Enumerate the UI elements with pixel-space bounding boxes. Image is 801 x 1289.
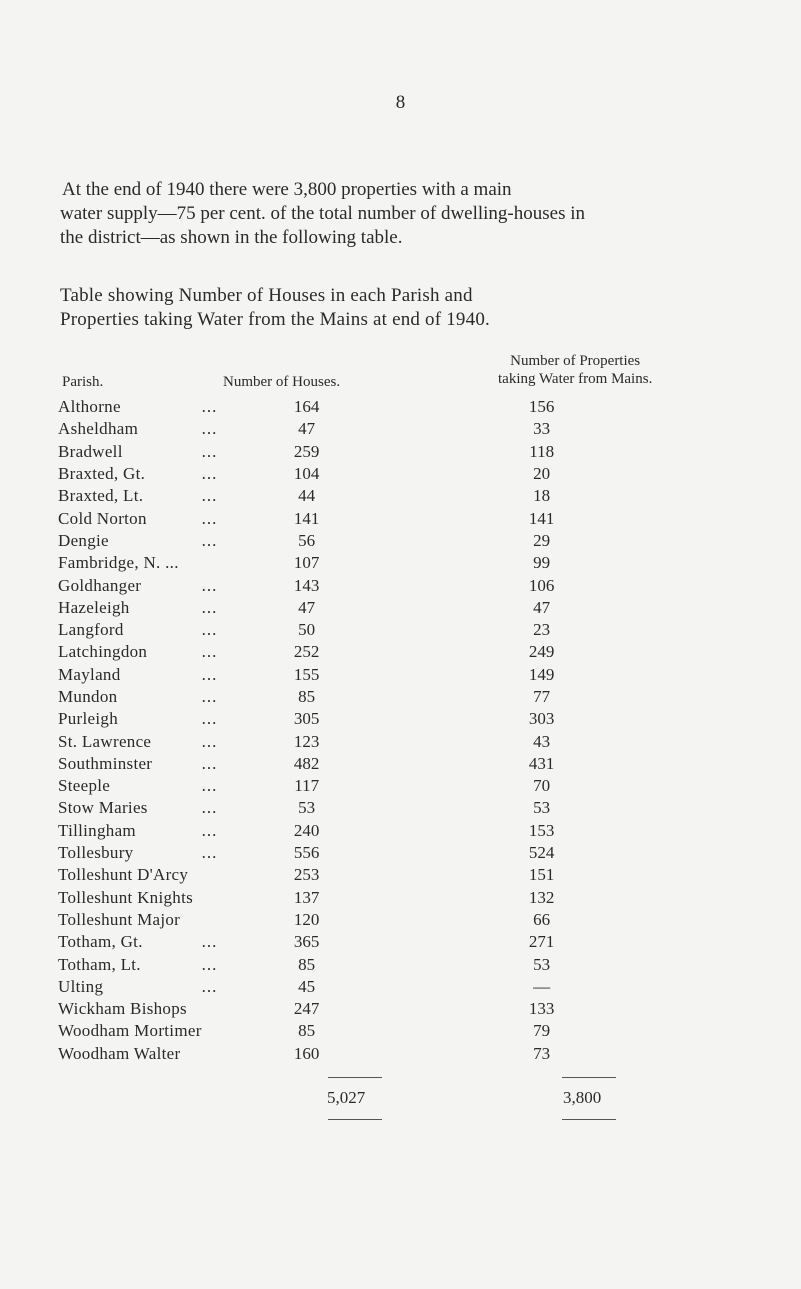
leader-dots: ... xyxy=(201,575,218,595)
spacer xyxy=(352,463,482,485)
houses-cell: 44 xyxy=(298,486,316,506)
houses-cell: 47 xyxy=(298,597,316,617)
spacer xyxy=(352,842,482,864)
houses-cell: 85 xyxy=(298,687,316,706)
houses-cell: 305 xyxy=(293,709,320,729)
leader-dots xyxy=(202,998,262,1020)
spacer xyxy=(352,708,482,730)
parish-cell: Mundon xyxy=(58,687,118,706)
properties-cell: 132 xyxy=(528,887,555,907)
leader-dots: ... xyxy=(201,508,218,528)
houses-cell: 107 xyxy=(293,553,320,573)
properties-cell: 29 xyxy=(533,530,551,550)
houses-cell: 56 xyxy=(298,530,316,550)
spacer xyxy=(352,887,482,909)
properties-cell: 106 xyxy=(528,575,555,595)
houses-cell: 117 xyxy=(294,776,320,796)
houses-cell: 240 xyxy=(293,820,320,840)
properties-cell: 118 xyxy=(529,441,555,461)
spacer xyxy=(352,998,482,1020)
table-row xyxy=(58,976,602,998)
spacer xyxy=(352,953,482,975)
houses-cell: 137 xyxy=(293,887,320,907)
total-rule-top xyxy=(328,1077,382,1078)
leader-dots: ... xyxy=(201,932,218,952)
column-header-parish: Parish. xyxy=(62,374,104,390)
intro-line: At the end of 1940 there were 3,800 properties with a main xyxy=(62,179,512,200)
table-row xyxy=(58,775,602,797)
properties-cell: 79 xyxy=(533,1021,551,1041)
parish-cell: Dengie xyxy=(58,530,109,550)
leader-dots: ... xyxy=(201,620,218,640)
total-rule-bottom xyxy=(328,1119,382,1120)
houses-cell: 365 xyxy=(293,932,320,952)
spacer xyxy=(352,441,482,463)
houses-cell: 155 xyxy=(293,664,320,684)
table-row xyxy=(58,418,602,440)
spacer xyxy=(352,530,482,552)
parish-table xyxy=(58,396,602,1065)
houses-cell: 143 xyxy=(293,575,320,595)
table-row xyxy=(58,998,602,1020)
properties-cell: 303 xyxy=(528,709,555,729)
leader-dots xyxy=(202,1020,262,1042)
table-row xyxy=(58,864,602,886)
houses-cell: 47 xyxy=(298,419,316,439)
properties-cell: 43 xyxy=(533,731,551,751)
spacer xyxy=(352,864,482,886)
table-title-line: Properties taking Water from the Mains at end of 1940. xyxy=(60,309,490,330)
table-row xyxy=(58,597,602,619)
table-title-line: Table showing Number of Houses in each Parish and xyxy=(60,285,473,306)
leader-dots: ... xyxy=(201,820,218,840)
table-row xyxy=(58,797,602,819)
houses-cell: 120 xyxy=(293,909,320,929)
spacer xyxy=(352,597,482,619)
leader-dots: ... xyxy=(201,419,218,439)
spacer xyxy=(352,730,482,752)
properties-cell: 18 xyxy=(533,486,551,506)
properties-cell: 66 xyxy=(533,909,551,929)
table-row xyxy=(58,887,602,909)
houses-cell: 482 xyxy=(293,753,320,773)
properties-cell: 53 xyxy=(533,798,551,818)
leader-dots: ... xyxy=(201,954,218,974)
properties-cell: 47 xyxy=(533,597,551,617)
total-rule-bottom xyxy=(562,1119,616,1120)
leader-dots: ... xyxy=(201,642,218,662)
spacer xyxy=(352,641,482,663)
spacer xyxy=(352,664,482,686)
parish-cell: Goldhanger xyxy=(58,575,142,595)
spacer xyxy=(352,552,482,574)
houses-cell: 85 xyxy=(298,1021,316,1041)
houses-cell: 85 xyxy=(298,954,316,974)
spacer xyxy=(352,574,482,596)
total-properties: 3,800 xyxy=(563,1088,602,1107)
table-row xyxy=(58,396,602,418)
leader-dots xyxy=(202,552,262,574)
properties-cell: 431 xyxy=(528,753,555,773)
column-header-properties-line: taking Water from Mains. xyxy=(498,371,653,387)
parish-cell: Purleigh xyxy=(58,709,119,729)
intro-line: water supply—75 per cent. of the total number of dwelling-houses in xyxy=(60,203,586,224)
table-row xyxy=(58,686,602,708)
houses-cell: 123 xyxy=(293,731,320,751)
leader-dots xyxy=(202,909,262,931)
properties-cell: 99 xyxy=(533,553,551,573)
properties-cell: 20 xyxy=(533,464,551,484)
leader-dots: ... xyxy=(201,687,218,706)
houses-cell: 253 xyxy=(293,865,320,885)
spacer xyxy=(352,507,482,529)
properties-cell: 73 xyxy=(533,1043,551,1063)
intro-line: the district—as shown in the following table. xyxy=(60,227,403,248)
properties-cell: 141 xyxy=(528,508,555,528)
parish-cell: Wickham Bishops xyxy=(58,999,187,1019)
table-row xyxy=(58,820,602,842)
leader-dots: ... xyxy=(201,441,218,461)
spacer xyxy=(352,1043,482,1065)
column-header-properties xyxy=(498,352,652,388)
table-row xyxy=(58,708,602,730)
spacer xyxy=(352,775,482,797)
parish-cell: Fambridge, N. ... xyxy=(58,553,179,573)
table-title xyxy=(60,284,780,332)
leader-dots: ... xyxy=(201,798,218,818)
table-row xyxy=(58,909,602,931)
leader-dots xyxy=(202,1043,262,1065)
leader-dots: ... xyxy=(201,530,218,550)
column-header-properties-line: Number of Properties xyxy=(510,353,641,369)
parish-cell: Totham, Lt. xyxy=(58,954,141,974)
leader-dots: ... xyxy=(201,976,218,996)
leader-dots: ... xyxy=(201,709,218,729)
table-row xyxy=(58,953,602,975)
spacer xyxy=(352,396,482,418)
houses-cell: 53 xyxy=(298,798,316,818)
parish-cell: Hazeleigh xyxy=(58,597,130,617)
parish-cell: Braxted, Gt. xyxy=(58,464,146,484)
parish-cell: Southminster xyxy=(58,753,153,773)
parish-cell: Langford xyxy=(58,620,124,640)
parish-cell: Stow Maries xyxy=(58,798,148,818)
parish-cell: Tolleshunt Major xyxy=(58,909,181,929)
houses-cell: 252 xyxy=(293,642,320,662)
total-rule-top xyxy=(562,1077,616,1078)
houses-cell: 160 xyxy=(293,1043,320,1063)
parish-cell: Woodham Walter xyxy=(58,1043,181,1063)
spacer xyxy=(352,418,482,440)
table-row xyxy=(58,619,602,641)
properties-cell: 70 xyxy=(533,776,551,796)
leader-dots xyxy=(202,887,262,909)
parish-cell: Bradwell xyxy=(58,441,123,461)
table-row xyxy=(58,842,602,864)
parish-cell: Ulting xyxy=(58,976,104,996)
properties-cell: 33 xyxy=(533,419,551,439)
parish-cell: Tolleshunt Knights xyxy=(58,887,194,907)
parish-cell: Althorne xyxy=(58,397,121,417)
properties-cell: 271 xyxy=(528,932,555,952)
table-row xyxy=(58,463,602,485)
page-number: 8 xyxy=(395,92,406,113)
table-row xyxy=(58,664,602,686)
table-row xyxy=(58,530,602,552)
spacer xyxy=(352,931,482,953)
intro-paragraph xyxy=(60,178,760,250)
parish-cell: Woodham Mortimer xyxy=(58,1021,202,1041)
properties-cell: 23 xyxy=(533,620,551,640)
parish-cell: Steeple xyxy=(58,776,111,796)
table-row xyxy=(58,552,602,574)
spacer xyxy=(352,820,482,842)
parish-cell: Braxted, Lt. xyxy=(58,486,144,506)
leader-dots: ... xyxy=(201,843,218,863)
leader-dots: ... xyxy=(201,776,218,796)
leader-dots: ... xyxy=(201,486,218,506)
spacer xyxy=(352,753,482,775)
table-row xyxy=(58,753,602,775)
properties-cell: 524 xyxy=(528,843,555,863)
table-row xyxy=(58,1043,602,1065)
houses-cell: 141 xyxy=(293,508,320,528)
table-row xyxy=(58,641,602,663)
houses-cell: 50 xyxy=(298,620,316,640)
houses-cell: 104 xyxy=(293,464,320,484)
houses-cell: 247 xyxy=(293,999,320,1019)
properties-cell: 77 xyxy=(533,687,551,706)
properties-cell: 156 xyxy=(528,397,555,417)
leader-dots: ... xyxy=(201,464,218,484)
properties-cell: 133 xyxy=(528,999,555,1019)
table-row xyxy=(58,507,602,529)
table-row xyxy=(58,574,602,596)
parish-cell: Asheldham xyxy=(58,419,139,439)
houses-cell: 259 xyxy=(293,441,320,461)
spacer xyxy=(352,619,482,641)
spacer xyxy=(352,1020,482,1042)
spacer xyxy=(352,686,482,708)
houses-cell: 45 xyxy=(298,976,316,996)
parish-cell: Latchingdon xyxy=(58,642,148,662)
table-row xyxy=(58,1020,602,1042)
properties-cell: 151 xyxy=(528,865,555,885)
properties-cell: 149 xyxy=(528,664,555,684)
leader-dots: ... xyxy=(201,664,218,684)
parish-cell: Totham, Gt. xyxy=(58,932,143,952)
spacer xyxy=(352,797,482,819)
spacer xyxy=(352,909,482,931)
parish-cell: Mayland xyxy=(58,664,121,684)
houses-cell: 164 xyxy=(293,397,320,417)
parish-cell: Tollesbury xyxy=(58,843,134,863)
parish-cell: Cold Norton xyxy=(58,508,147,528)
leader-dots: ... xyxy=(201,597,218,617)
table-row xyxy=(58,441,602,463)
leader-dots: ... xyxy=(201,397,218,417)
parish-cell: Tillingham xyxy=(58,820,136,840)
table-row xyxy=(58,485,602,507)
houses-cell: 556 xyxy=(293,843,320,863)
spacer xyxy=(352,976,482,998)
properties-cell: 53 xyxy=(533,954,551,974)
leader-dots: ... xyxy=(201,753,218,773)
parish-cell: Tolleshunt D'Arcy xyxy=(58,865,189,885)
leader-dots: ... xyxy=(201,731,218,751)
column-header-houses: Number of Houses. xyxy=(223,374,341,390)
table-row xyxy=(58,931,602,953)
total-houses: 5,027 xyxy=(327,1088,366,1107)
table-row xyxy=(58,730,602,752)
properties-cell: — xyxy=(533,976,551,996)
properties-cell: 249 xyxy=(528,642,555,662)
leader-dots xyxy=(202,864,262,886)
parish-cell: St. Lawrence xyxy=(58,731,152,751)
properties-cell: 153 xyxy=(528,820,555,840)
spacer xyxy=(352,485,482,507)
